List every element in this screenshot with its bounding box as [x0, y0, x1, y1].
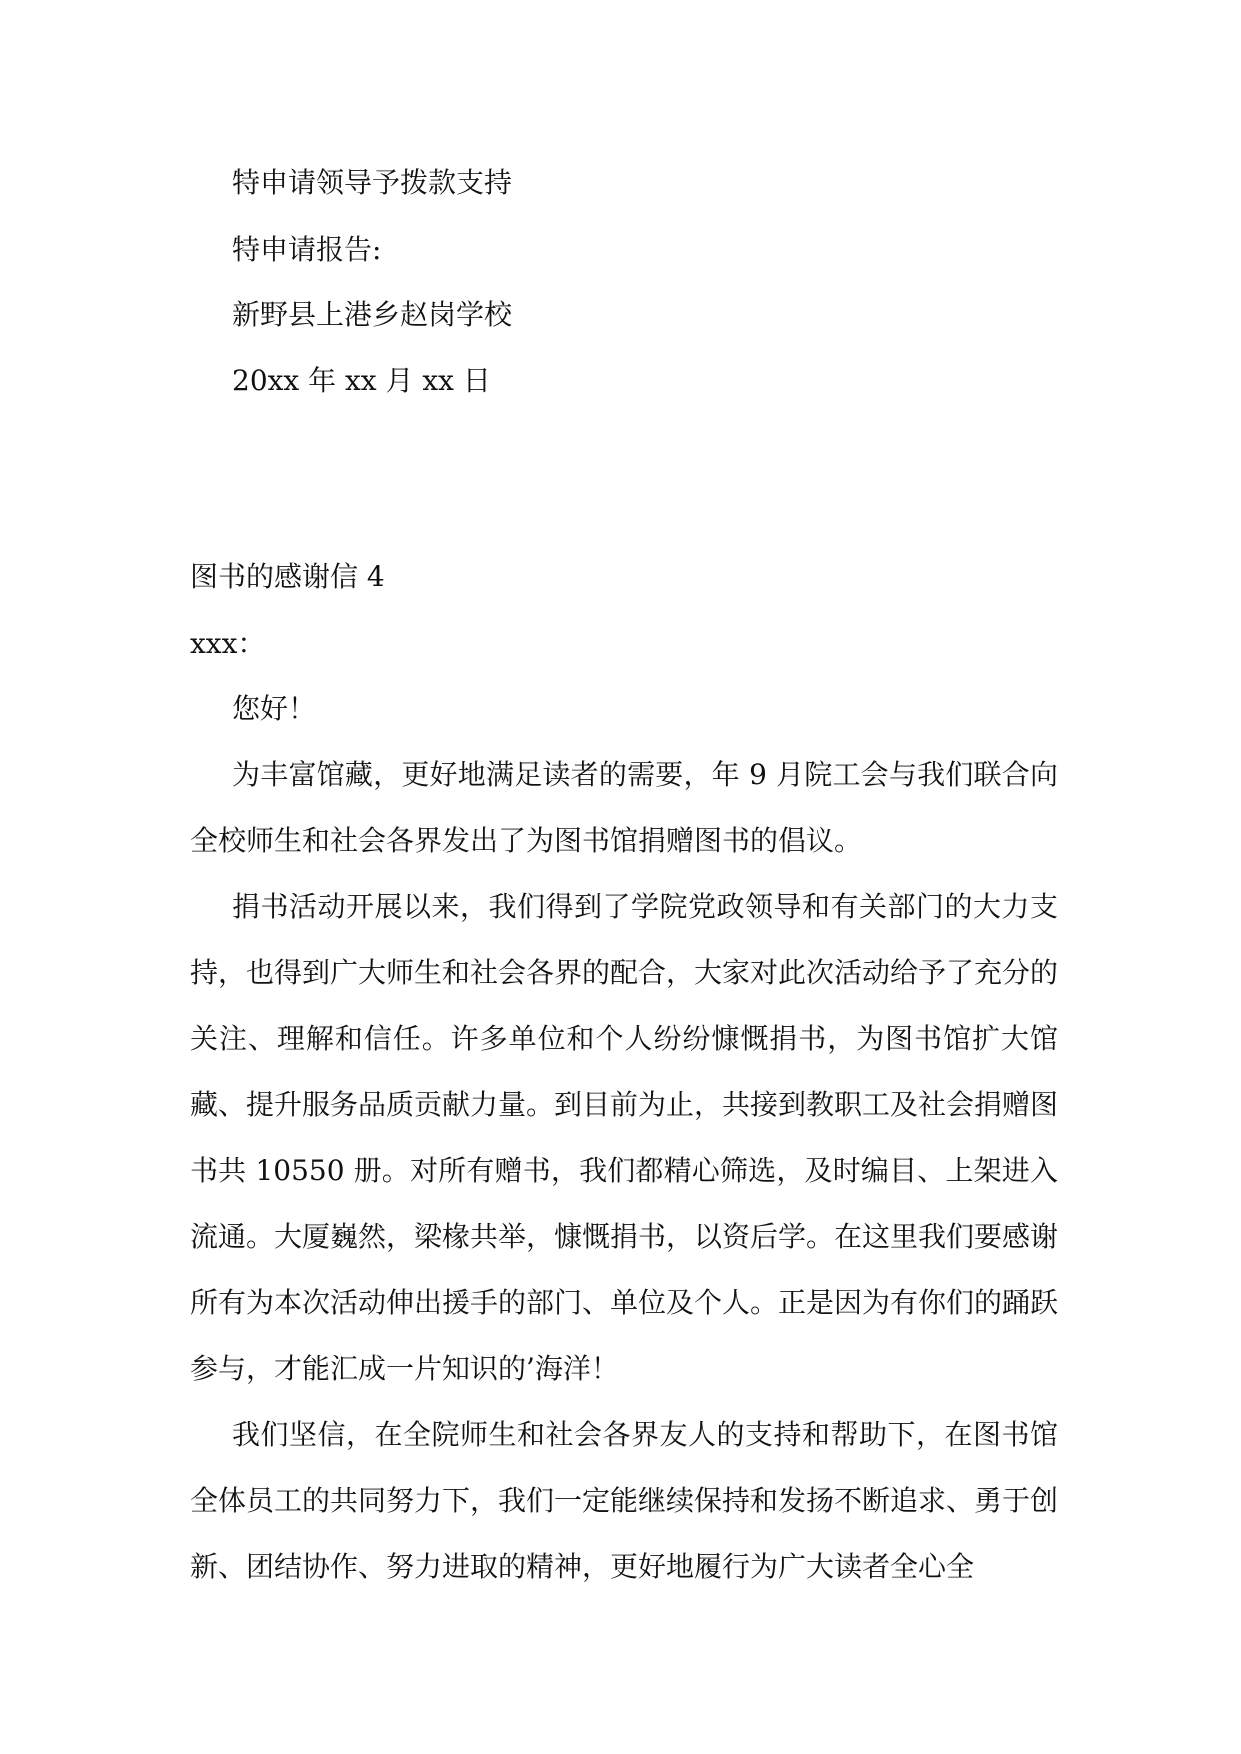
letter-greeting: 您好！: [232, 692, 317, 725]
request-line: 特申请领导予拨款支持: [232, 166, 513, 199]
date-line: 20xx 年 xx 月 xx 日: [232, 364, 491, 397]
paragraph-2: 捐书活动开展以来，我们得到了学院党政领导和有关部门的大力支持，也得到广大师生和社会各界的配合，大家对此次活动给予了充分的关注、理解和信任。许多单位和个人纷纷慷慨捐书，为图书馆扩大馆藏、提升服务品质贡献力量。到目前为止，共接到教职工及社会捐赠图书共 10550 册。对所有赠书，我们都精心筛选，及时编目、上架进入流通。大厦巍然，梁椽共举，慷慨捐书，以资后学。在这里我们要感谢所有为本次活动伸出援手的部门、单位及个人。正是因为有你们的踊跃参与，才能汇成一片知识的’海洋！: [190, 890, 1059, 1385]
letter-salutation: xxx：: [190, 627, 266, 660]
report-line: 特申请报告:: [232, 233, 382, 266]
paragraph-3: 我们坚信，在全院师生和社会各界友人的支持和帮助下，在图书馆全体员工的共同努力下，我们一定能继续保持和发扬不断追求、勇于创新、团结协作、努力进取的精神，更好地履行为广大读者全心全: [190, 1418, 1059, 1583]
school-name: 新野县上港乡赵岗学校: [232, 298, 513, 331]
paragraph-1: 为丰富馆藏，更好地满足读者的需要，年 9 月院工会与我们联合向全校师生和社会各界发出了为图书馆捐赠图书的倡议。: [190, 758, 1058, 857]
letter-title: 图书的感谢信 4: [190, 560, 385, 593]
